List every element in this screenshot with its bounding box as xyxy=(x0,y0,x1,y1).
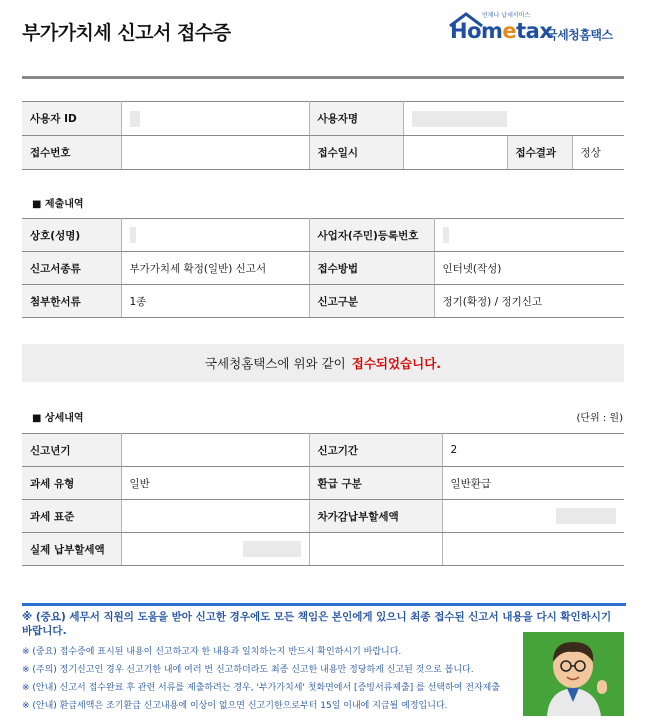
refund-type-value: 일반환급 xyxy=(442,467,624,500)
table-row xyxy=(22,102,624,136)
user-id-value xyxy=(121,102,309,136)
table-row xyxy=(22,136,624,170)
business-name-label: 상호(성명) xyxy=(22,219,121,252)
title-divider xyxy=(22,76,624,79)
page-title: 부가가치세 신고서 접수증 xyxy=(22,22,231,44)
confirmation-banner xyxy=(22,344,624,382)
receipt-result-value: 정상 xyxy=(572,136,624,170)
table-row xyxy=(22,252,624,285)
method-label: 접수방법 xyxy=(309,252,434,285)
mascot-character xyxy=(523,632,624,716)
receipt-result-label: 접수결과 xyxy=(507,136,572,170)
category-value: 정기(확정) / 정기신고 xyxy=(434,285,624,318)
notice-line: ※ (안내) 환급세액은 조기환급 신고내용에 이상이 없으면 신고기한으로부터 15일 이내에 지급될 예정입니다. xyxy=(22,701,448,711)
report-period-value: 2 xyxy=(442,434,624,467)
actual-tax-label: 실제 납부할세액 xyxy=(22,533,121,566)
empty-cell xyxy=(442,533,624,566)
report-year-label: 신고년기 xyxy=(22,434,121,467)
refund-type-label: 환급 구분 xyxy=(309,467,442,500)
logo-subtitle: 언제나 납세서비스 xyxy=(482,12,531,19)
attachment-value: 1종 xyxy=(121,285,309,318)
tax-base-value xyxy=(121,500,309,533)
user-id-label: 사용자 ID xyxy=(22,102,121,136)
banner-text: 국세청홈택스에 위와 같이 xyxy=(204,356,346,371)
table-row xyxy=(22,500,624,533)
submission-table xyxy=(22,218,624,318)
banner-highlight: 접수되었습니다. xyxy=(351,356,442,371)
category-label: 신고구분 xyxy=(309,285,434,318)
empty-cell xyxy=(309,533,442,566)
mascot-icon xyxy=(523,632,624,716)
user-name-label: 사용자명 xyxy=(309,102,403,136)
business-name-value xyxy=(121,219,309,252)
user-name-value xyxy=(403,102,624,136)
tax-type-value: 일반 xyxy=(121,467,309,500)
receipt-date-label: 접수일시 xyxy=(309,136,403,170)
table-row xyxy=(22,219,624,252)
table-row xyxy=(22,467,624,500)
notice-line: ※ (중요) 접수증에 표시된 내용이 신고하고자 한 내용과 일치하는지 반드시 확인하시기 바랍니다. xyxy=(22,647,402,657)
unit-label: (단위 : 원) xyxy=(576,413,623,424)
table-row xyxy=(22,285,624,318)
report-period-label: 신고기간 xyxy=(309,434,442,467)
method-value: 인터넷(작성) xyxy=(434,252,624,285)
hometax-logo[interactable] xyxy=(448,10,618,50)
submission-heading: ■ 제출내역 xyxy=(32,199,84,210)
notice-line: ※ (주의) 정기신고인 경우 신고기한 내에 여러 번 신고하더라도 최종 신고한 내용만 정당하게 신고된 것으로 봅니다. xyxy=(22,665,474,675)
detail-heading: ■ 상세내역 xyxy=(32,413,84,424)
report-type-label: 신고서종류 xyxy=(22,252,121,285)
detail-table xyxy=(22,433,624,566)
notice-line: ※ (안내) 신고서 접수완료 후 관련 서류를 제출하려는 경우, '부가가치세' 첫화면에서 [증빙서류제출] 를 선택하여 전자제출 xyxy=(22,683,501,693)
receipt-date-value xyxy=(403,136,507,170)
receipt-no-value xyxy=(121,136,309,170)
registration-no-label: 사업자(주민)등록번호 xyxy=(309,219,434,252)
attachment-label: 첨부한서류 xyxy=(22,285,121,318)
receipt-no-label: 접수번호 xyxy=(22,136,121,170)
logo-wordmark: Hometax xyxy=(450,19,553,43)
tax-type-label: 과세 유형 xyxy=(22,467,121,500)
notice-important: ※ (중요) 세무서 직원의 도움을 받아 신고한 경우에도 모든 책임은 본인에게 있으니 최종 접수된 신고서 내용을 다시 확인하시기 바랍니다. xyxy=(22,611,612,637)
actual-tax-value xyxy=(121,533,309,566)
table-row xyxy=(22,533,624,566)
logo-korean: 국세청홈택스 xyxy=(546,28,613,42)
receipt-info-table xyxy=(22,101,624,170)
tax-base-label: 과세 표준 xyxy=(22,500,121,533)
report-year-value xyxy=(121,434,309,467)
registration-no-value xyxy=(434,219,624,252)
deduct-tax-label: 차가감납부할세액 xyxy=(309,500,442,533)
deduct-tax-value xyxy=(442,500,624,533)
table-row xyxy=(22,434,624,467)
report-type-value: 부가가치세 확정(일반) 신고서 xyxy=(121,252,309,285)
